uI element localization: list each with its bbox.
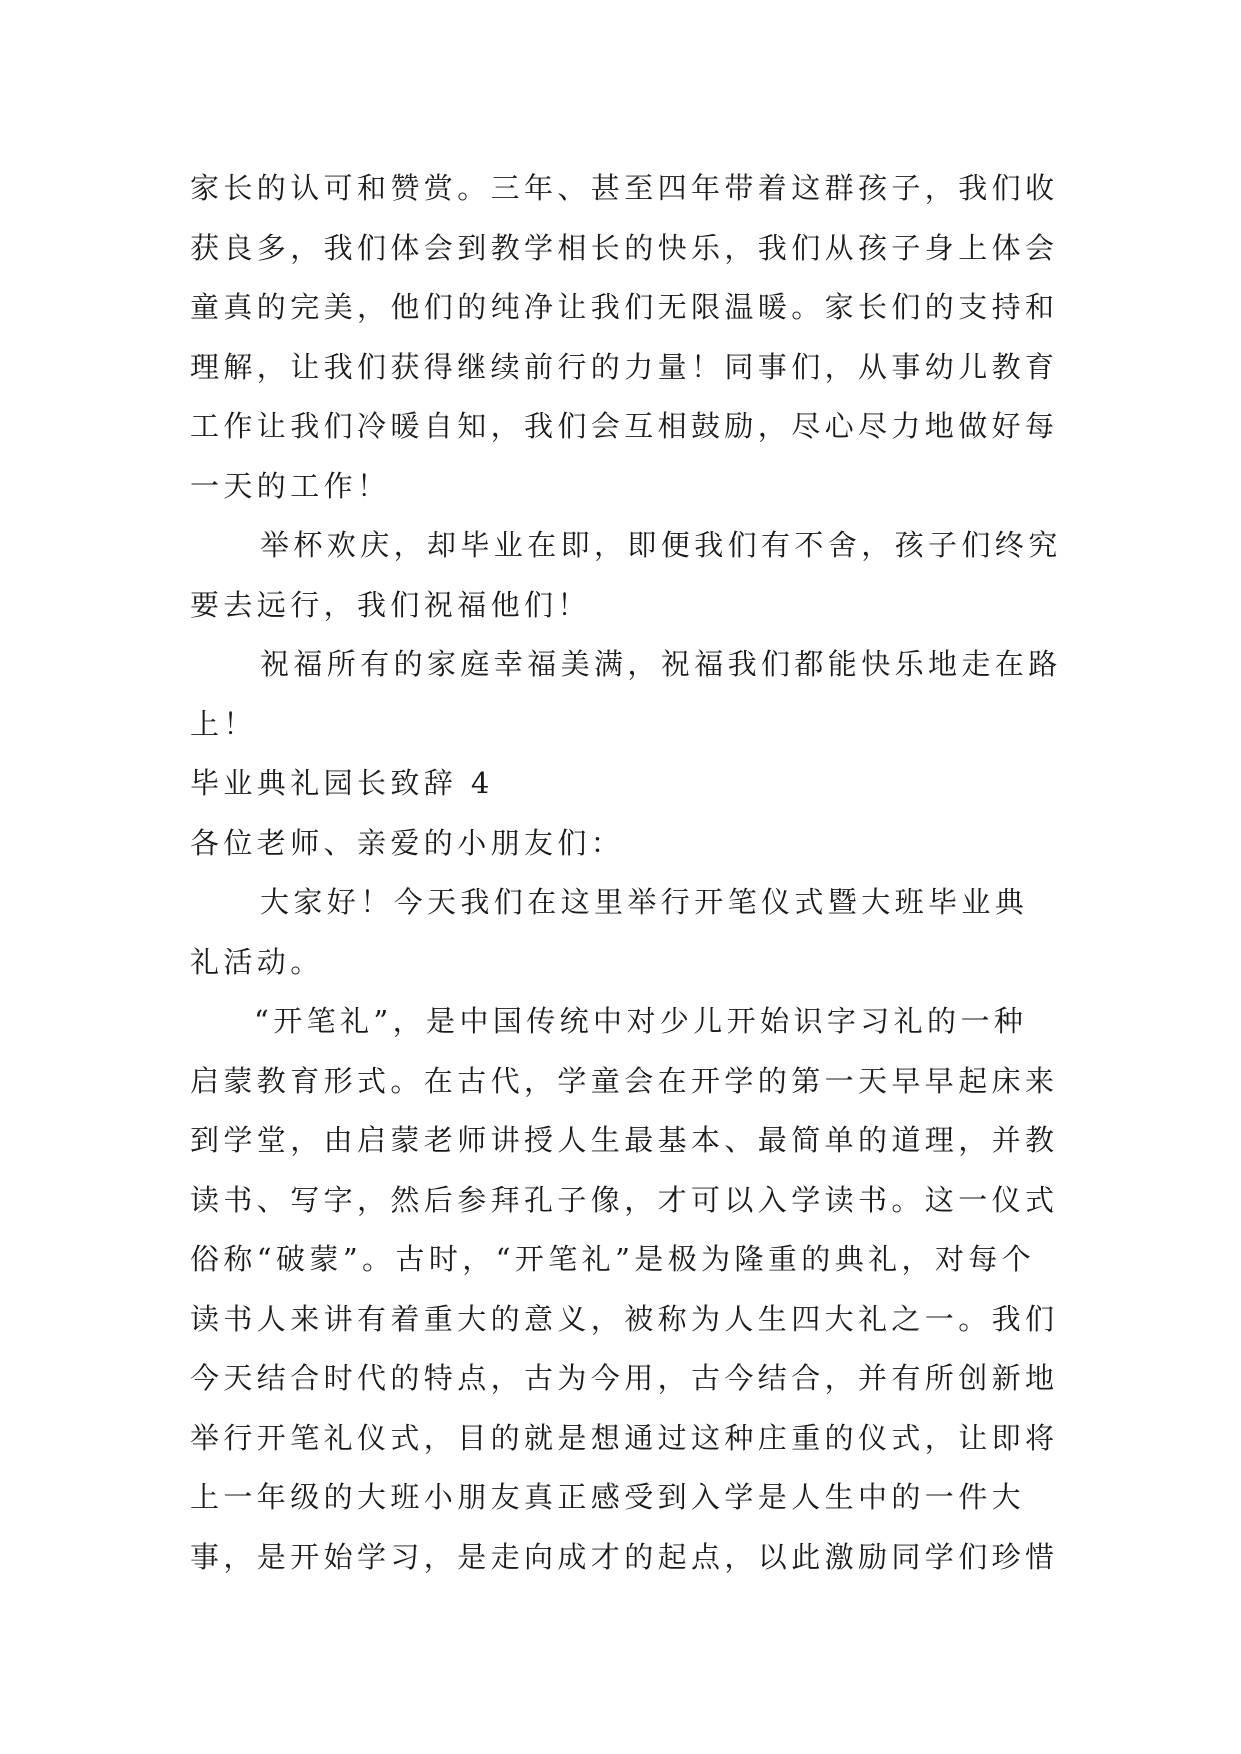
paragraph-line: “开笔礼”，是中国传统中对少儿开始识字习礼的一种 — [254, 1004, 1028, 1038]
paragraph-line: 到学堂，由启蒙老师讲授人生最基本、最简单的道理，并教 — [190, 1123, 1059, 1157]
paragraph-line: 要去远行，我们祝福他们！ — [190, 587, 591, 622]
paragraph-line: 理解，让我们获得继续前行的力量！同事们，从事幼儿教育 — [190, 349, 1059, 384]
paragraph-line: 启蒙教育形式。在古代，学童会在开学的第一天早早起床来 — [190, 1063, 1059, 1098]
paragraph-line: 家长的认可和赞赏。三年、甚至四年带着这群孩子，我们收 — [190, 171, 1059, 205]
paragraph-line: 上！ — [190, 706, 257, 741]
paragraph-line: 读书、写字，然后参拜孔子像，才可以入学读书。这一仪式 — [190, 1182, 1059, 1217]
paragraph-line: 大家好！今天我们在这里举行开笔仪式暨大班毕业典 — [260, 885, 1029, 919]
paragraph-line: 祝福所有的家庭幸福美满，祝福我们都能快乐地走在路 — [260, 647, 1062, 681]
paragraph-line: 工作让我们冷暖自知，我们会互相鼓励，尽心尽力地做好每 — [190, 409, 1059, 443]
paragraph-line: 上一年级的大班小朋友真正感受到入学是人生中的一件大 — [190, 1480, 1026, 1514]
paragraph-line: 举行开笔礼仪式，目的就是想通过这种庄重的仪式，让即将 — [190, 1420, 1059, 1455]
section-heading: 毕业典礼园长致辞 4 — [190, 766, 494, 800]
paragraph-line: 礼活动。 — [190, 944, 324, 979]
paragraph-line: 事，是开始学习，是走向成才的起点，以此激励同学们珍惜 — [190, 1539, 1059, 1574]
paragraph-line: 举杯欢庆，却毕业在即，即便我们有不舍，孩子们终究 — [260, 528, 1062, 562]
document-body — [190, 159, 1062, 1587]
salutation: 各位老师、亲爱的小朋友们： — [190, 825, 625, 860]
paragraph-line: 童真的完美，他们的纯净让我们无限温暖。家长们的支持和 — [190, 290, 1059, 324]
paragraph-line: 一天的工作！ — [190, 468, 391, 503]
paragraph-line: 今天结合时代的特点，古为今用，古今结合，并有所创新地 — [190, 1361, 1059, 1395]
paragraph-line: 读书人来讲有着重大的意义，被称为人生四大礼之一。我们 — [190, 1301, 1059, 1336]
paragraph-line: 获良多，我们体会到教学相长的快乐，我们从孩子身上体会 — [190, 230, 1059, 265]
paragraph-line: 俗称“破蒙”。古时，“开笔礼”是极为隆重的典礼，对每个 — [190, 1242, 1036, 1276]
